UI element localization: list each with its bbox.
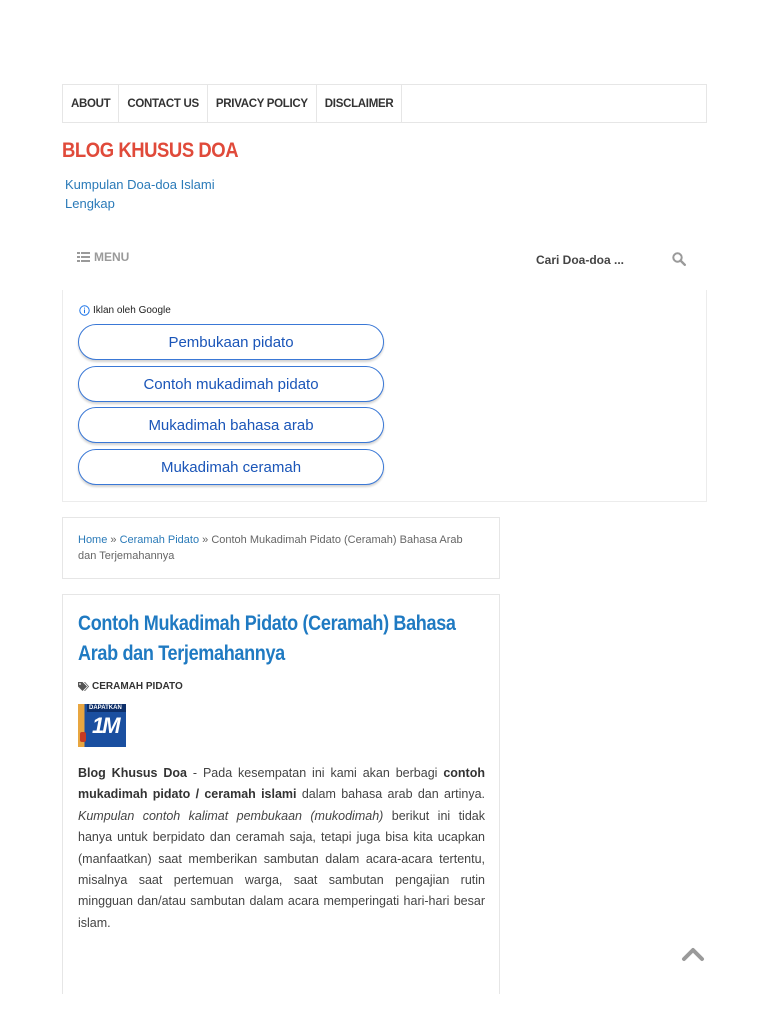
nav-item-disclaimer[interactable]: DISCLAIMER [317, 85, 403, 122]
ad-label-text: Iklan oleh Google [93, 305, 171, 316]
breadcrumb [62, 517, 500, 579]
tag-icon [78, 682, 89, 691]
ad-box [62, 290, 707, 502]
thumb-caption-big: 1M [92, 713, 119, 738]
nav-item-privacy-policy[interactable]: PRIVACY POLICY [208, 85, 317, 122]
post-brand: Blog Khusus Doa [78, 766, 188, 780]
nav-item-contact-us[interactable]: CONTACT US [119, 85, 208, 122]
ad-label[interactable] [79, 305, 171, 316]
breadcrumb-separator: » [107, 534, 120, 546]
breadcrumb-current: Contoh Mukadimah Pidato (Ceramah) Bahasa Arab dan Terjemahannya [78, 534, 463, 562]
search-button[interactable] [672, 252, 686, 271]
nav-item-about[interactable]: ABOUT [63, 85, 119, 122]
ad-link-mukadimah-bahasa-arab[interactable]: Mukadimah bahasa arab [78, 407, 384, 443]
search-icon [672, 252, 686, 266]
post-category-link[interactable] [78, 681, 183, 692]
info-icon [79, 305, 90, 316]
post-body [78, 763, 485, 934]
ad-link-mukadimah-ceramah[interactable]: Mukadimah ceramah [78, 449, 384, 485]
post-text: - Pada kesempatan ini kami akan berbagi [187, 766, 444, 780]
ad-link-contoh-mukadimah-pidato[interactable]: Contoh mukadimah pidato [78, 366, 384, 402]
breadcrumb-home-link[interactable]: Home [78, 534, 108, 546]
post-thumbnail[interactable] [78, 704, 126, 747]
top-nav [62, 84, 707, 123]
post-title[interactable]: Contoh Mukadimah Pidato (Ceramah) Bahasa Arab dan Terjemahannya [78, 612, 456, 665]
menu-toggle-button[interactable] [77, 250, 129, 264]
menu-label: MENU [94, 250, 130, 264]
post-text: berikut ini tidak hanya untuk berpidato dan ceramah saja, tetapi juga bisa kita ucapkan (manfaatkan) saat memberikan sambutan dalam acara-acara tertentu, misalnya saat pertemuan warga, saat sambutan pengajian rutin mingguan dan/atau sambutan dalam acara memperingati hari-hari besar islam. [78, 808, 485, 930]
post-text: dalam bahasa arab dan artinya. [296, 787, 485, 802]
search-input[interactable] [536, 248, 692, 272]
post-category-label: CERAMAH PIDATO [92, 681, 183, 692]
post-article [62, 594, 500, 994]
post-keyword: contoh mukadimah pidato / ceramah islami [78, 766, 485, 802]
thumb-decoration [80, 732, 86, 742]
site-title[interactable]: BLOG KHUSUS DOA [62, 139, 239, 162]
breadcrumb-separator: » [199, 534, 212, 546]
ad-link-pembukaan-pidato[interactable]: Pembukaan pidato [78, 324, 384, 360]
scroll-to-top-button[interactable] [681, 946, 705, 967]
menu-bar [62, 240, 707, 280]
breadcrumb-category-link[interactable]: Ceramah Pidato [119, 534, 200, 546]
chevron-up-icon [681, 946, 705, 962]
list-icon [77, 252, 90, 262]
post-emphasis: Kumpulan contoh kalimat pembukaan (mukodimah) [78, 808, 384, 823]
thumb-caption-top: DAPATKAN [87, 704, 126, 712]
site-tagline: Kumpulan Doa-doa Islami Lengkap [65, 177, 215, 211]
